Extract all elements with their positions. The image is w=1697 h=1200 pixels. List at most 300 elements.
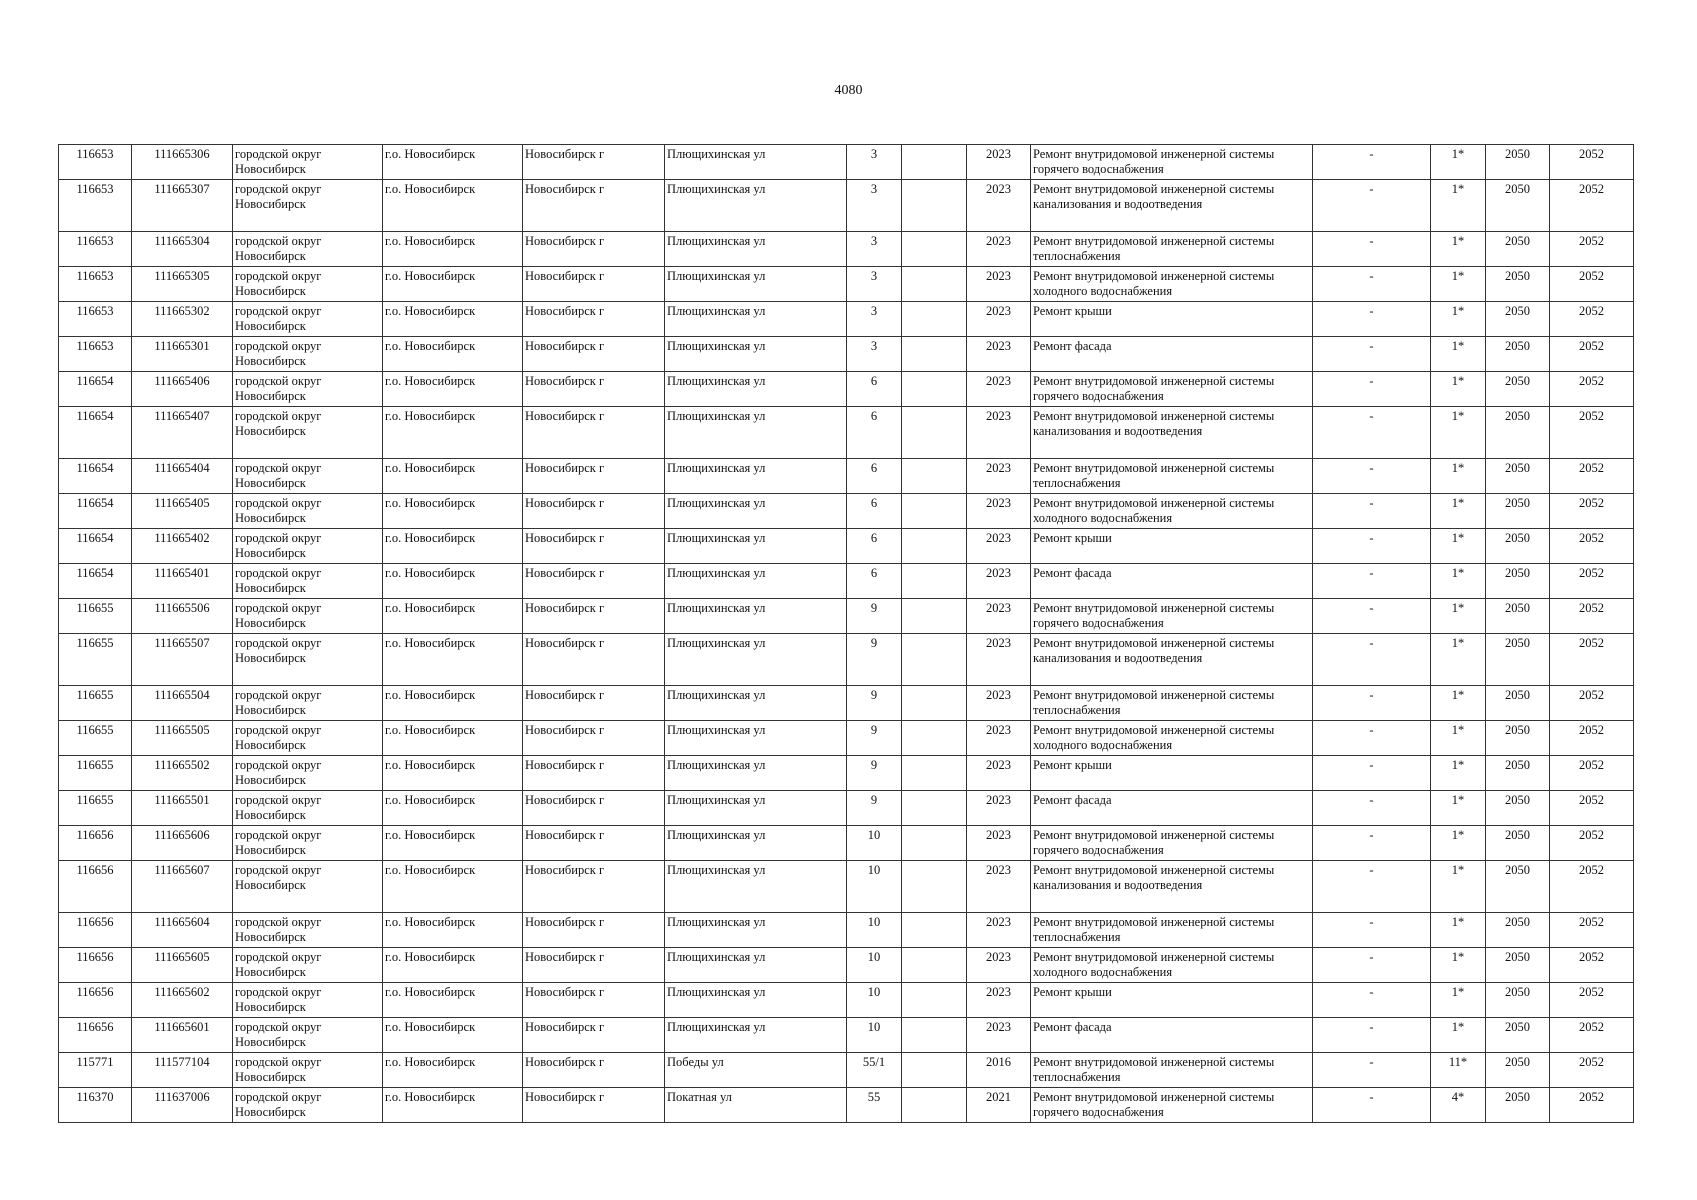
cell-category: 1*	[1431, 721, 1486, 756]
cell-period-end: 2052	[1550, 599, 1634, 634]
cell-street: Плющихинская ул	[665, 302, 847, 337]
cell-street: Плющихинская ул	[665, 1018, 847, 1053]
cell-work-code: 111665306	[132, 145, 233, 180]
cell-year-built: 2023	[967, 494, 1031, 529]
cell-empty	[902, 861, 967, 913]
cell-district: г.о. Новосибирск	[383, 337, 523, 372]
cell-work-code: 111665604	[132, 913, 233, 948]
cell-dash: -	[1313, 267, 1431, 302]
cell-settlement: Новосибирск г	[523, 145, 665, 180]
cell-district: г.о. Новосибирск	[383, 686, 523, 721]
cell-municipality: городской округ Новосибирск	[233, 337, 383, 372]
cell-municipality: городской округ Новосибирск	[233, 564, 383, 599]
cell-district: г.о. Новосибирск	[383, 983, 523, 1018]
cell-year-built: 2023	[967, 756, 1031, 791]
cell-settlement: Новосибирск г	[523, 1053, 665, 1088]
cell-period-start: 2050	[1486, 721, 1550, 756]
cell-work-type: Ремонт внутридомовой инженерной системы горячего водоснабжения	[1031, 1088, 1313, 1123]
cell-district: г.о. Новосибирск	[383, 494, 523, 529]
cell-street: Плющихинская ул	[665, 372, 847, 407]
cell-house-number: 10	[847, 983, 902, 1018]
cell-period-end: 2052	[1550, 372, 1634, 407]
cell-street: Плющихинская ул	[665, 948, 847, 983]
cell-house-number: 9	[847, 599, 902, 634]
cell-house-id: 116370	[59, 1088, 132, 1123]
cell-settlement: Новосибирск г	[523, 634, 665, 686]
cell-period-end: 2052	[1550, 826, 1634, 861]
table-row	[59, 1088, 1634, 1123]
cell-period-end: 2052	[1550, 407, 1634, 459]
cell-settlement: Новосибирск г	[523, 948, 665, 983]
cell-house-number: 3	[847, 267, 902, 302]
cell-dash: -	[1313, 721, 1431, 756]
cell-district: г.о. Новосибирск	[383, 1088, 523, 1123]
cell-year-built: 2023	[967, 407, 1031, 459]
cell-house-number: 10	[847, 861, 902, 913]
cell-dash: -	[1313, 180, 1431, 232]
table-row	[59, 180, 1634, 232]
cell-work-type: Ремонт внутридомовой инженерной системы теплоснабжения	[1031, 232, 1313, 267]
cell-house-number: 6	[847, 459, 902, 494]
cell-period-start: 2050	[1486, 599, 1550, 634]
cell-period-end: 2052	[1550, 145, 1634, 180]
cell-district: г.о. Новосибирск	[383, 145, 523, 180]
cell-period-end: 2052	[1550, 564, 1634, 599]
cell-period-end: 2052	[1550, 913, 1634, 948]
cell-street: Плющихинская ул	[665, 267, 847, 302]
cell-district: г.о. Новосибирск	[383, 826, 523, 861]
cell-house-id: 116656	[59, 983, 132, 1018]
cell-district: г.о. Новосибирск	[383, 1018, 523, 1053]
cell-period-start: 2050	[1486, 791, 1550, 826]
cell-settlement: Новосибирск г	[523, 529, 665, 564]
cell-work-code: 111665605	[132, 948, 233, 983]
cell-house-number: 3	[847, 145, 902, 180]
cell-category: 1*	[1431, 861, 1486, 913]
cell-period-start: 2050	[1486, 756, 1550, 791]
cell-work-code: 111665507	[132, 634, 233, 686]
cell-year-built: 2023	[967, 983, 1031, 1018]
cell-category: 1*	[1431, 337, 1486, 372]
table-row	[59, 861, 1634, 913]
cell-period-end: 2052	[1550, 721, 1634, 756]
cell-work-code: 111665301	[132, 337, 233, 372]
cell-year-built: 2016	[967, 1053, 1031, 1088]
cell-period-end: 2052	[1550, 180, 1634, 232]
cell-municipality: городской округ Новосибирск	[233, 983, 383, 1018]
cell-district: г.о. Новосибирск	[383, 529, 523, 564]
cell-work-code: 111665302	[132, 302, 233, 337]
cell-settlement: Новосибирск г	[523, 564, 665, 599]
cell-district: г.о. Новосибирск	[383, 756, 523, 791]
cell-year-built: 2021	[967, 1088, 1031, 1123]
cell-empty	[902, 407, 967, 459]
cell-district: г.о. Новосибирск	[383, 861, 523, 913]
cell-street: Плющихинская ул	[665, 983, 847, 1018]
cell-street: Плющихинская ул	[665, 826, 847, 861]
cell-house-number: 10	[847, 826, 902, 861]
cell-settlement: Новосибирск г	[523, 826, 665, 861]
cell-year-built: 2023	[967, 791, 1031, 826]
cell-street: Плющихинская ул	[665, 721, 847, 756]
cell-work-type: Ремонт внутридомовой инженерной системы горячего водоснабжения	[1031, 145, 1313, 180]
cell-work-type: Ремонт внутридомовой инженерной системы теплоснабжения	[1031, 459, 1313, 494]
cell-house-id: 116653	[59, 145, 132, 180]
cell-work-type: Ремонт внутридомовой инженерной системы теплоснабжения	[1031, 1053, 1313, 1088]
cell-year-built: 2023	[967, 180, 1031, 232]
cell-category: 1*	[1431, 564, 1486, 599]
cell-municipality: городской округ Новосибирск	[233, 1053, 383, 1088]
cell-settlement: Новосибирск г	[523, 599, 665, 634]
cell-empty	[902, 599, 967, 634]
cell-municipality: городской округ Новосибирск	[233, 861, 383, 913]
table-row	[59, 372, 1634, 407]
cell-empty	[902, 232, 967, 267]
cell-work-code: 111665502	[132, 756, 233, 791]
cell-period-end: 2052	[1550, 1053, 1634, 1088]
cell-house-id: 116653	[59, 267, 132, 302]
cell-street: Плющихинская ул	[665, 180, 847, 232]
cell-year-built: 2023	[967, 337, 1031, 372]
cell-period-end: 2052	[1550, 302, 1634, 337]
cell-street: Покатная ул	[665, 1088, 847, 1123]
cell-period-start: 2050	[1486, 861, 1550, 913]
cell-empty	[902, 686, 967, 721]
cell-year-built: 2023	[967, 826, 1031, 861]
cell-district: г.о. Новосибирск	[383, 232, 523, 267]
cell-dash: -	[1313, 1018, 1431, 1053]
cell-municipality: городской округ Новосибирск	[233, 267, 383, 302]
cell-period-end: 2052	[1550, 756, 1634, 791]
cell-work-type: Ремонт внутридомовой инженерной системы горячего водоснабжения	[1031, 826, 1313, 861]
cell-house-number: 10	[847, 1018, 902, 1053]
cell-dash: -	[1313, 686, 1431, 721]
cell-year-built: 2023	[967, 145, 1031, 180]
cell-category: 1*	[1431, 232, 1486, 267]
table-row	[59, 913, 1634, 948]
cell-category: 1*	[1431, 529, 1486, 564]
cell-municipality: городской округ Новосибирск	[233, 407, 383, 459]
cell-dash: -	[1313, 791, 1431, 826]
table-row	[59, 494, 1634, 529]
cell-period-end: 2052	[1550, 459, 1634, 494]
cell-dash: -	[1313, 302, 1431, 337]
cell-work-code: 111665405	[132, 494, 233, 529]
cell-house-id: 116653	[59, 232, 132, 267]
cell-street: Плющихинская ул	[665, 599, 847, 634]
table-row	[59, 337, 1634, 372]
cell-work-code: 111665606	[132, 826, 233, 861]
cell-category: 1*	[1431, 913, 1486, 948]
cell-year-built: 2023	[967, 913, 1031, 948]
cell-empty	[902, 459, 967, 494]
cell-district: г.о. Новосибирск	[383, 564, 523, 599]
cell-work-type: Ремонт внутридомовой инженерной системы горячего водоснабжения	[1031, 372, 1313, 407]
cell-district: г.о. Новосибирск	[383, 634, 523, 686]
cell-category: 1*	[1431, 302, 1486, 337]
cell-house-number: 3	[847, 232, 902, 267]
cell-street: Победы ул	[665, 1053, 847, 1088]
cell-house-id: 116655	[59, 599, 132, 634]
cell-house-id: 116654	[59, 529, 132, 564]
cell-district: г.о. Новосибирск	[383, 407, 523, 459]
cell-house-number: 6	[847, 564, 902, 599]
cell-house-id: 116654	[59, 564, 132, 599]
cell-period-start: 2050	[1486, 407, 1550, 459]
cell-dash: -	[1313, 861, 1431, 913]
cell-category: 1*	[1431, 826, 1486, 861]
cell-work-type: Ремонт внутридомовой инженерной системы холодного водоснабжения	[1031, 721, 1313, 756]
cell-house-id: 116653	[59, 302, 132, 337]
cell-dash: -	[1313, 145, 1431, 180]
cell-empty	[902, 1018, 967, 1053]
cell-year-built: 2023	[967, 721, 1031, 756]
cell-settlement: Новосибирск г	[523, 1018, 665, 1053]
cell-work-code: 111665401	[132, 564, 233, 599]
cell-street: Плющихинская ул	[665, 913, 847, 948]
cell-category: 1*	[1431, 267, 1486, 302]
table-row	[59, 756, 1634, 791]
table-body	[59, 145, 1634, 1123]
cell-category: 1*	[1431, 983, 1486, 1018]
cell-street: Плющихинская ул	[665, 634, 847, 686]
cell-dash: -	[1313, 407, 1431, 459]
cell-empty	[902, 372, 967, 407]
cell-year-built: 2023	[967, 1018, 1031, 1053]
cell-district: г.о. Новосибирск	[383, 721, 523, 756]
cell-house-id: 116655	[59, 721, 132, 756]
cell-house-id: 116654	[59, 372, 132, 407]
cell-settlement: Новосибирск г	[523, 302, 665, 337]
cell-house-id: 116656	[59, 1018, 132, 1053]
cell-empty	[902, 494, 967, 529]
cell-period-start: 2050	[1486, 180, 1550, 232]
cell-year-built: 2023	[967, 686, 1031, 721]
cell-work-code: 111665607	[132, 861, 233, 913]
cell-empty	[902, 337, 967, 372]
cell-settlement: Новосибирск г	[523, 232, 665, 267]
cell-dash: -	[1313, 634, 1431, 686]
cell-period-start: 2050	[1486, 267, 1550, 302]
cell-empty	[902, 1088, 967, 1123]
cell-district: г.о. Новосибирск	[383, 180, 523, 232]
cell-work-type: Ремонт фасада	[1031, 337, 1313, 372]
cell-period-end: 2052	[1550, 983, 1634, 1018]
table-row	[59, 1018, 1634, 1053]
cell-work-code: 111665304	[132, 232, 233, 267]
cell-house-number: 9	[847, 791, 902, 826]
table-row	[59, 302, 1634, 337]
table-row	[59, 599, 1634, 634]
cell-house-id: 116656	[59, 826, 132, 861]
table-row	[59, 826, 1634, 861]
cell-house-id: 116656	[59, 913, 132, 948]
cell-municipality: городской округ Новосибирск	[233, 686, 383, 721]
cell-work-type: Ремонт внутридомовой инженерной системы горячего водоснабжения	[1031, 599, 1313, 634]
cell-period-end: 2052	[1550, 232, 1634, 267]
cell-work-code: 111665504	[132, 686, 233, 721]
cell-municipality: городской округ Новосибирск	[233, 634, 383, 686]
cell-street: Плющихинская ул	[665, 529, 847, 564]
cell-settlement: Новосибирск г	[523, 372, 665, 407]
cell-category: 1*	[1431, 372, 1486, 407]
table-row	[59, 145, 1634, 180]
cell-municipality: городской округ Новосибирск	[233, 529, 383, 564]
cell-work-code: 111665305	[132, 267, 233, 302]
cell-empty	[902, 791, 967, 826]
cell-work-type: Ремонт фасада	[1031, 791, 1313, 826]
table-row	[59, 1053, 1634, 1088]
cell-work-type: Ремонт фасада	[1031, 564, 1313, 599]
cell-work-type: Ремонт крыши	[1031, 302, 1313, 337]
cell-category: 1*	[1431, 686, 1486, 721]
table-row	[59, 686, 1634, 721]
cell-period-start: 2050	[1486, 459, 1550, 494]
cell-house-id: 115771	[59, 1053, 132, 1088]
cell-dash: -	[1313, 599, 1431, 634]
cell-dash: -	[1313, 494, 1431, 529]
cell-house-id: 116656	[59, 861, 132, 913]
cell-house-number: 9	[847, 756, 902, 791]
cell-house-number: 3	[847, 337, 902, 372]
cell-dash: -	[1313, 529, 1431, 564]
cell-street: Плющихинская ул	[665, 459, 847, 494]
cell-year-built: 2023	[967, 232, 1031, 267]
repair-schedule-table	[58, 144, 1634, 1123]
cell-house-number: 3	[847, 180, 902, 232]
cell-period-end: 2052	[1550, 686, 1634, 721]
cell-period-start: 2050	[1486, 686, 1550, 721]
cell-empty	[902, 983, 967, 1018]
cell-period-start: 2050	[1486, 983, 1550, 1018]
cell-empty	[902, 564, 967, 599]
cell-house-number: 6	[847, 529, 902, 564]
cell-house-id: 116654	[59, 407, 132, 459]
cell-house-id: 116653	[59, 180, 132, 232]
cell-category: 1*	[1431, 145, 1486, 180]
cell-period-start: 2050	[1486, 826, 1550, 861]
cell-year-built: 2023	[967, 372, 1031, 407]
cell-dash: -	[1313, 232, 1431, 267]
cell-dash: -	[1313, 459, 1431, 494]
cell-house-id: 116655	[59, 634, 132, 686]
cell-empty	[902, 913, 967, 948]
cell-work-code: 111665404	[132, 459, 233, 494]
cell-period-start: 2050	[1486, 1018, 1550, 1053]
cell-settlement: Новосибирск г	[523, 180, 665, 232]
cell-period-start: 2050	[1486, 372, 1550, 407]
cell-empty	[902, 180, 967, 232]
cell-category: 1*	[1431, 948, 1486, 983]
cell-dash: -	[1313, 372, 1431, 407]
cell-period-start: 2050	[1486, 1053, 1550, 1088]
table-row	[59, 791, 1634, 826]
cell-period-end: 2052	[1550, 1018, 1634, 1053]
cell-street: Плющихинская ул	[665, 686, 847, 721]
cell-category: 1*	[1431, 1018, 1486, 1053]
cell-period-end: 2052	[1550, 948, 1634, 983]
cell-house-number: 10	[847, 913, 902, 948]
cell-dash: -	[1313, 1053, 1431, 1088]
cell-period-start: 2050	[1486, 564, 1550, 599]
cell-house-number: 9	[847, 686, 902, 721]
cell-work-type: Ремонт внутридомовой инженерной системы канализования и водоотведения	[1031, 407, 1313, 459]
cell-category: 1*	[1431, 756, 1486, 791]
cell-dash: -	[1313, 983, 1431, 1018]
cell-settlement: Новосибирск г	[523, 337, 665, 372]
cell-municipality: городской округ Новосибирск	[233, 826, 383, 861]
cell-category: 1*	[1431, 634, 1486, 686]
cell-category: 4*	[1431, 1088, 1486, 1123]
cell-work-code: 111665406	[132, 372, 233, 407]
cell-period-end: 2052	[1550, 267, 1634, 302]
cell-category: 1*	[1431, 791, 1486, 826]
cell-work-type: Ремонт внутридомовой инженерной системы канализования и водоотведения	[1031, 861, 1313, 913]
cell-period-start: 2050	[1486, 337, 1550, 372]
cell-settlement: Новосибирск г	[523, 861, 665, 913]
cell-district: г.о. Новосибирск	[383, 302, 523, 337]
cell-work-type: Ремонт крыши	[1031, 529, 1313, 564]
cell-house-number: 9	[847, 721, 902, 756]
cell-municipality: городской округ Новосибирск	[233, 459, 383, 494]
cell-street: Плющихинская ул	[665, 564, 847, 599]
cell-work-code: 111665506	[132, 599, 233, 634]
cell-street: Плющихинская ул	[665, 407, 847, 459]
cell-empty	[902, 948, 967, 983]
cell-house-id: 116655	[59, 791, 132, 826]
page-number: 4080	[834, 83, 863, 98]
cell-street: Плющихинская ул	[665, 145, 847, 180]
cell-district: г.о. Новосибирск	[383, 372, 523, 407]
table-row	[59, 459, 1634, 494]
table-row	[59, 267, 1634, 302]
cell-work-code: 111665402	[132, 529, 233, 564]
cell-year-built: 2023	[967, 564, 1031, 599]
cell-period-end: 2052	[1550, 494, 1634, 529]
cell-category: 1*	[1431, 407, 1486, 459]
table-row	[59, 634, 1634, 686]
cell-municipality: городской округ Новосибирск	[233, 372, 383, 407]
cell-work-type: Ремонт крыши	[1031, 756, 1313, 791]
cell-work-code: 111665601	[132, 1018, 233, 1053]
cell-house-number: 6	[847, 494, 902, 529]
cell-district: г.о. Новосибирск	[383, 267, 523, 302]
cell-work-code: 111665602	[132, 983, 233, 1018]
cell-period-end: 2052	[1550, 861, 1634, 913]
cell-district: г.о. Новосибирск	[383, 459, 523, 494]
cell-year-built: 2023	[967, 948, 1031, 983]
cell-municipality: городской округ Новосибирск	[233, 791, 383, 826]
cell-period-start: 2050	[1486, 494, 1550, 529]
cell-municipality: городской округ Новосибирск	[233, 302, 383, 337]
cell-year-built: 2023	[967, 634, 1031, 686]
cell-house-number: 55/1	[847, 1053, 902, 1088]
cell-work-code: 111665501	[132, 791, 233, 826]
cell-house-id: 116654	[59, 459, 132, 494]
cell-house-id: 116655	[59, 686, 132, 721]
table-row	[59, 407, 1634, 459]
cell-dash: -	[1313, 564, 1431, 599]
cell-empty	[902, 302, 967, 337]
cell-work-code: 111637006	[132, 1088, 233, 1123]
table-row	[59, 721, 1634, 756]
cell-period-end: 2052	[1550, 529, 1634, 564]
cell-category: 1*	[1431, 599, 1486, 634]
cell-dash: -	[1313, 826, 1431, 861]
cell-empty	[902, 756, 967, 791]
cell-house-id: 116654	[59, 494, 132, 529]
cell-period-start: 2050	[1486, 529, 1550, 564]
